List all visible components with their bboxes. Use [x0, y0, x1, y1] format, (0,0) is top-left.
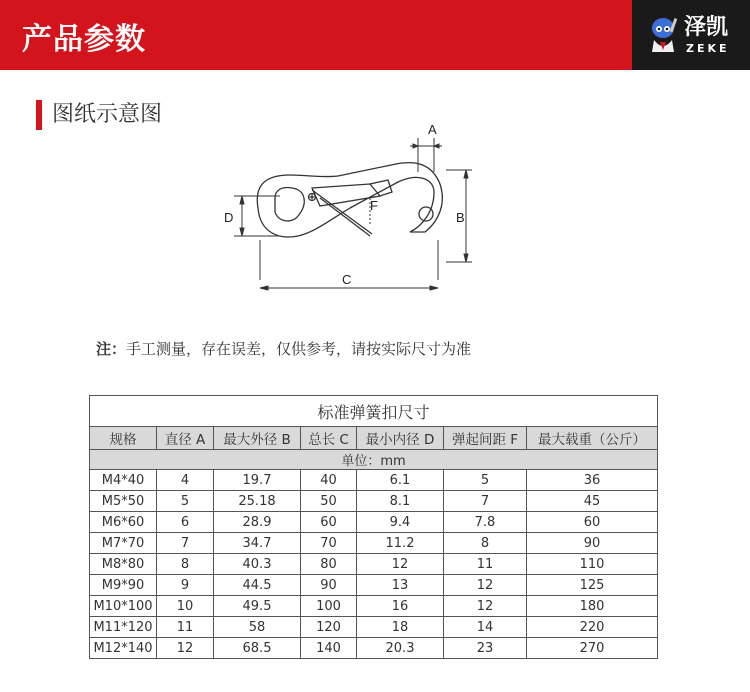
- header-cell: 总长 C: [301, 427, 357, 450]
- table-cell: 7: [157, 533, 214, 554]
- table-cell: 50: [301, 491, 357, 512]
- measurement-note: [96, 338, 471, 359]
- table-cell: 49.5: [214, 596, 301, 617]
- table-cell: 36: [527, 470, 658, 491]
- table-cell: 25.18: [214, 491, 301, 512]
- table-row: [90, 596, 658, 617]
- table-cell: 10: [157, 596, 214, 617]
- table-cell: 45: [527, 491, 658, 512]
- header-cell: 弹起间距 F: [444, 427, 527, 450]
- table-cell: M8*80: [90, 554, 157, 575]
- table-cell: 7: [444, 491, 527, 512]
- table-cell: 60: [527, 512, 658, 533]
- table-cell: M7*70: [90, 533, 157, 554]
- table-cell: 6.1: [357, 470, 444, 491]
- table-cell: 4: [157, 470, 214, 491]
- table-row: [90, 617, 658, 638]
- table-cell: 58: [214, 617, 301, 638]
- table-cell: 8.1: [357, 491, 444, 512]
- header-cell: 最小内径 D: [357, 427, 444, 450]
- table-cell: M10*100: [90, 596, 157, 617]
- table-cell: 8: [444, 533, 527, 554]
- table-cell: 13: [357, 575, 444, 596]
- table-cell: 7.8: [444, 512, 527, 533]
- table-cell: 60: [301, 512, 357, 533]
- table-row: [90, 554, 658, 575]
- table-row: [90, 638, 658, 659]
- dim-label-b: B: [456, 210, 465, 225]
- header-cell: 最大外径 B: [214, 427, 301, 450]
- table-cell: 19.7: [214, 470, 301, 491]
- table-header-row: [90, 427, 658, 450]
- section-title: 图纸示意图: [52, 102, 163, 127]
- carabiner-diagram: [220, 120, 500, 300]
- dim-label-c: C: [342, 272, 352, 287]
- header-cell: 最大载重（公斤）: [527, 427, 658, 450]
- table-cell: 8: [157, 554, 214, 575]
- table-cell: 34.7: [214, 533, 301, 554]
- table-cell: M12*140: [90, 638, 157, 659]
- table-cell: 100: [301, 596, 357, 617]
- table-title: 标准弹簧扣尺寸: [90, 396, 658, 427]
- table-cell: 120: [301, 617, 357, 638]
- table-cell: 40: [301, 470, 357, 491]
- table-cell: 90: [527, 533, 658, 554]
- table-cell: 12: [444, 596, 527, 617]
- table-cell: 5: [157, 491, 214, 512]
- table-row: [90, 491, 658, 512]
- table-cell: 20.3: [357, 638, 444, 659]
- table-cell: 40.3: [214, 554, 301, 575]
- table-cell: 140: [301, 638, 357, 659]
- mascot-icon: [644, 12, 682, 58]
- table-cell: 44.5: [214, 575, 301, 596]
- note-text: 手工测量，存在误差，仅供参考，请按实际尺寸为准: [126, 340, 472, 358]
- table-cell: 180: [527, 596, 658, 617]
- table-cell: 125: [527, 575, 658, 596]
- banner-title: 产品参数: [22, 22, 146, 57]
- table-cell: 110: [527, 554, 658, 575]
- table-cell: 11.2: [357, 533, 444, 554]
- table-cell: 270: [527, 638, 658, 659]
- header-cell: 直径 A: [157, 427, 214, 450]
- table-cell: 12: [157, 638, 214, 659]
- header-cell: 规格: [90, 427, 157, 450]
- dim-label-d: D: [224, 210, 234, 225]
- table-cell: M11*120: [90, 617, 157, 638]
- dim-label-a: A: [428, 122, 437, 137]
- table-cell: 90: [301, 575, 357, 596]
- header-banner: [0, 0, 750, 70]
- table-cell: M4*40: [90, 470, 157, 491]
- table-cell: 5: [444, 470, 527, 491]
- table-cell: M9*90: [90, 575, 157, 596]
- table-cell: M6*60: [90, 512, 157, 533]
- table-cell: 11: [157, 617, 214, 638]
- table-row: [90, 512, 658, 533]
- table-cell: 80: [301, 554, 357, 575]
- section-marker: [36, 100, 42, 130]
- table-row: [90, 470, 658, 491]
- brand-logo: [632, 0, 750, 70]
- hook-outline: [257, 163, 442, 237]
- logo-text-en: ZEKE: [686, 42, 730, 55]
- table-row: [90, 533, 658, 554]
- table-cell: 68.5: [214, 638, 301, 659]
- table-cell: 220: [527, 617, 658, 638]
- table-cell: 12: [444, 575, 527, 596]
- dim-label-f: F: [370, 198, 378, 213]
- unit-row: 单位：mm: [90, 450, 658, 470]
- logo-text-cn: 泽凯: [684, 15, 729, 40]
- table-cell: 28.9: [214, 512, 301, 533]
- table-cell: 16: [357, 596, 444, 617]
- note-label: 注：: [96, 340, 127, 358]
- hook-inner-loop: [275, 187, 304, 220]
- table-cell: 6: [157, 512, 214, 533]
- table-cell: 9: [157, 575, 214, 596]
- table-cell: 18: [357, 617, 444, 638]
- table-cell: 9.4: [357, 512, 444, 533]
- table-row: [90, 575, 658, 596]
- table-cell: 12: [357, 554, 444, 575]
- table-cell: M5*50: [90, 491, 157, 512]
- table-cell: 11: [444, 554, 527, 575]
- table-cell: 14: [444, 617, 527, 638]
- spec-table: [89, 395, 658, 659]
- table-cell: 70: [301, 533, 357, 554]
- table-cell: 23: [444, 638, 527, 659]
